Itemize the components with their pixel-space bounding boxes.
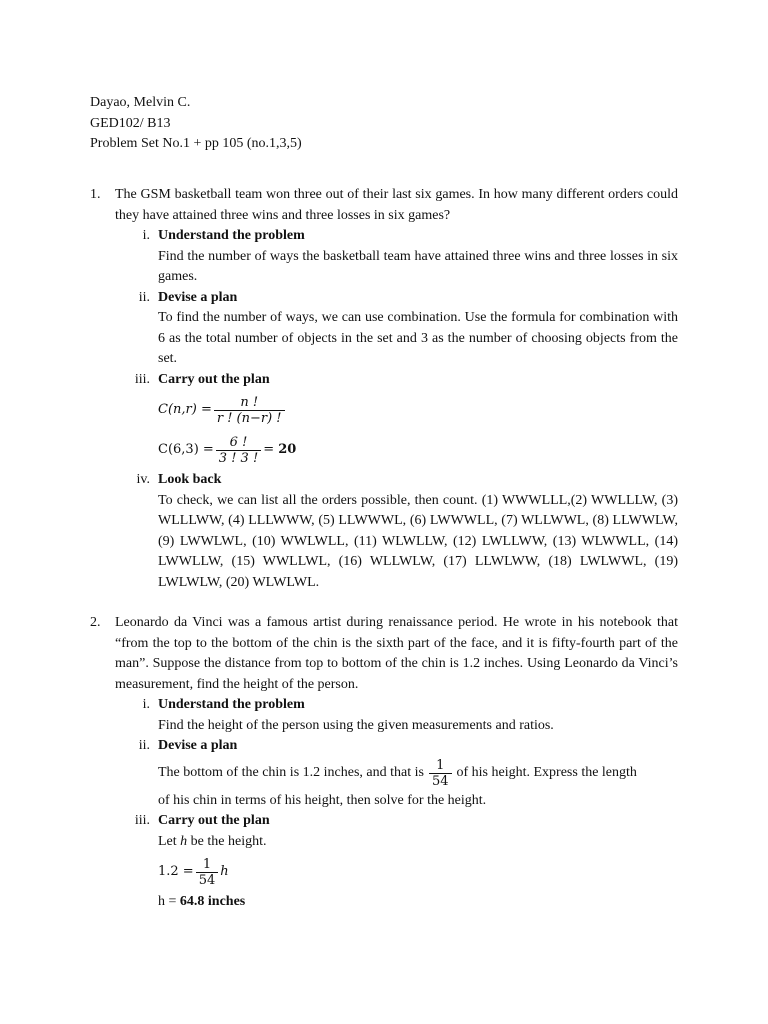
combination-calculation: [158, 430, 678, 470]
answer-value: 64.8 inches: [179, 894, 246, 909]
step-title: Devise a plan: [158, 289, 238, 305]
student-name: Dayao, Melvin C.: [90, 95, 191, 110]
step-understand: [142, 695, 678, 736]
step-body-line: of his chin in terms of his height, then solve for the height.: [158, 792, 487, 808]
variable-name: h: [180, 833, 188, 849]
fraction-numerator: n !: [240, 394, 259, 410]
step-title: Devise a plan: [158, 738, 238, 753]
fraction-numerator: 1: [202, 856, 212, 872]
document-header: [90, 93, 302, 155]
calc-fraction: [216, 435, 261, 466]
ratio-fraction: [429, 758, 452, 789]
step-body: To check, we can list all the orders possible, then count. (1) WWWLLL,(2) WWLLLW, (3) WLLLWW, (4) LLLWWW, (5) LLWWWL, (6) LWWWLL, (7) WLLWWL, (8) LLWWLW, (9) LWWLWL, (10) WWLWLL, (11) WLWLLW, (12) LWLLWW, (13) WLWWLL, (14) LWWLLW, (15) WWLLWL, (16) WLLWLW, (17) LLWLWW, (18) LWLWWL, (19) LWLWLW, (20) WLWLWL.: [158, 492, 678, 590]
course-code: GED102/ B13: [90, 115, 171, 131]
question-number: 1.: [90, 187, 101, 202]
step-body-part: of his height. Express the length: [456, 765, 637, 781]
height-answer: [158, 892, 678, 913]
question-2: [90, 613, 678, 913]
fraction-denominator: 54: [429, 773, 452, 789]
step-carry-out: [134, 811, 678, 913]
step-title: Understand the problem: [158, 228, 305, 243]
fraction-denominator: r ! (n−r) !: [214, 410, 285, 426]
step-body: Find the number of ways the basketball team have attained three wins and three losses in six games.: [158, 248, 678, 284]
equation-fraction: [196, 857, 219, 888]
step-numeral: ii.: [138, 738, 150, 753]
fraction-numerator: 6 !: [229, 434, 248, 450]
question-text: Leonardo da Vinci was a famous artist during renaissance period. He wrote in his notebook that “from the top to the bottom of the chin is the sixth part of the face, and it is fifty-fourth part of the man”. Suppose the distance from top to bottom of the chin is 1.2 inches. Using Leonardo da Vinci’s measurement, find the height of the person.: [115, 615, 678, 692]
step-devise: [138, 288, 678, 370]
formula-fraction: [214, 395, 285, 426]
let-text-end: be the height.: [190, 833, 267, 849]
step-look-back: [136, 470, 678, 593]
step-title: Carry out the plan: [158, 371, 270, 387]
step-understand: [142, 226, 678, 288]
step-title: Understand the problem: [158, 697, 305, 712]
equation-left: 1.2 =: [158, 863, 194, 879]
question-number: 2.: [90, 615, 101, 630]
calc-result: 20: [278, 441, 297, 457]
let-text: Let: [158, 833, 177, 849]
step-numeral: iii.: [134, 371, 150, 387]
variable-definition: [158, 832, 678, 853]
fraction-denominator: 54: [196, 872, 219, 888]
calc-equals: =: [263, 441, 275, 457]
step-title: Look back: [158, 472, 222, 487]
calc-left: C(6,3) =: [158, 441, 214, 457]
question-1: [90, 185, 678, 593]
step-body-line: [158, 757, 678, 791]
answer-left: h =: [158, 894, 177, 909]
equation-variable: h: [220, 863, 229, 879]
step-numeral: i.: [142, 228, 150, 243]
step-numeral: i.: [142, 697, 150, 712]
step-body-part: The bottom of the chin is 1.2 inches, and that is: [158, 765, 424, 781]
step-devise: [138, 736, 678, 811]
step-body: Find the height of the person using the given measurements and ratios.: [158, 717, 554, 733]
step-numeral: iv.: [136, 472, 150, 487]
step-body: To find the number of ways, we can use combination. Use the formula for combination with 6 as the total number of objects in the set and 3 as the number of choosing objects from the set.: [158, 310, 678, 366]
step-carry-out: [134, 370, 678, 471]
fraction-denominator: 3 ! 3 !: [216, 450, 261, 466]
step-numeral: ii.: [138, 289, 150, 305]
combination-formula: [158, 390, 678, 430]
step-numeral: iii.: [134, 813, 150, 828]
problem-set-title: Problem Set No.1 + pp 105 (no.1,3,5): [90, 136, 302, 151]
question-text: The GSM basketball team won three out of their last six games. In how many different orders could they have attained three wins and three losses in six games?: [115, 187, 678, 223]
formula-left: C(n,r) =: [158, 401, 212, 417]
fraction-numerator: 1: [436, 758, 445, 773]
height-equation: [158, 852, 678, 892]
step-title: Carry out the plan: [158, 813, 270, 828]
